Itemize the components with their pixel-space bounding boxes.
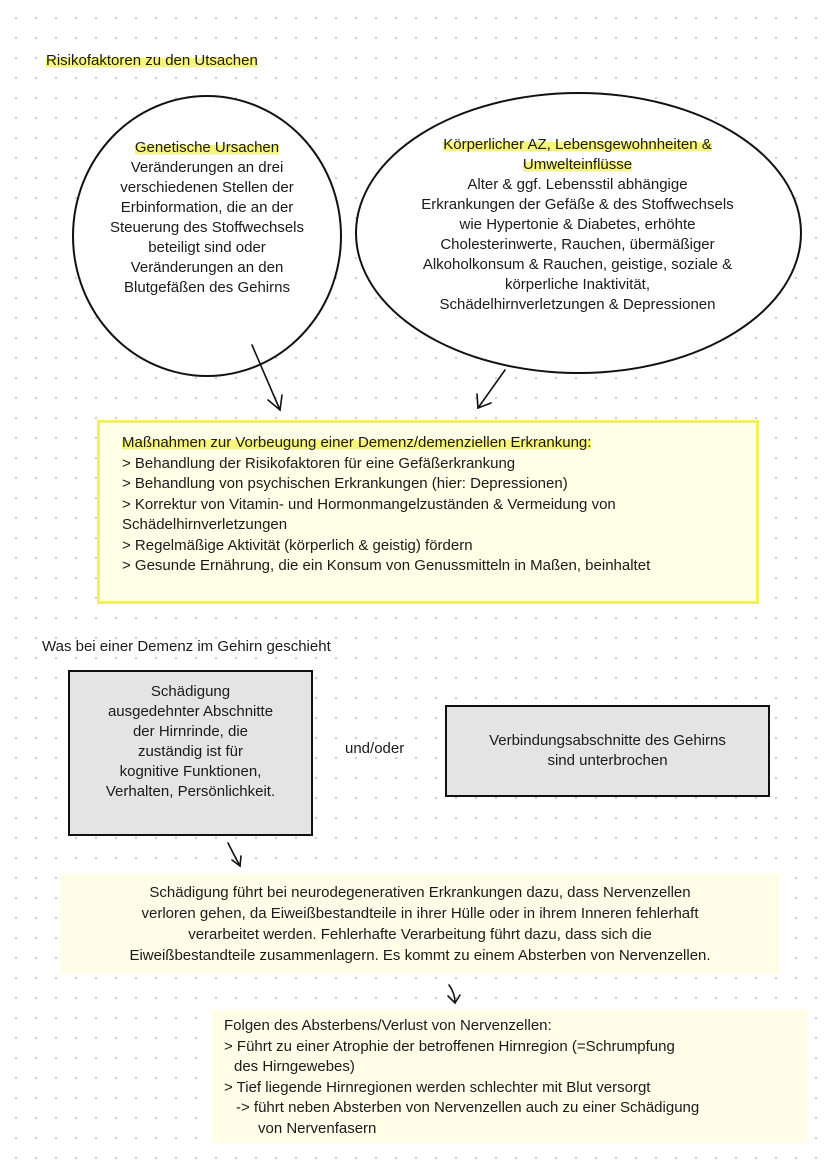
text-line: verarbeitet werden. Fehlerhafte Verarbeitung führt dazu, dass sich die <box>188 926 652 943</box>
list-item: des Hirngewebes) <box>234 1058 355 1075</box>
text-line: beteiligt sind oder <box>148 239 266 256</box>
text-line: Schädigung <box>150 683 231 700</box>
list-item: > Führt zu einer Atrophie der betroffenen Hirnregion (=Schrumpfung <box>224 1037 675 1055</box>
list-item: > Korrektur von Vitamin- und Hormonmangelzuständen & Vermeidung von <box>122 495 616 513</box>
explanation-box <box>60 874 780 974</box>
list-item: > Gesunde Ernährung, die ein Konsum von Genussmitteln in Maßen, beinhaltet <box>122 557 651 574</box>
cortex-damage-box <box>68 670 313 836</box>
text-line: Schädelhirnverletzungen & Depressionen <box>439 296 716 313</box>
text-line: Cholesterinwerte, Rauchen, übermäßiger <box>440 236 715 253</box>
text-line: Alkoholkonsum & Rauchen, geistige, soziale & <box>422 256 733 273</box>
text-line: Alter & ggf. Lebensstil abhängige <box>467 176 688 193</box>
text-line: Verhalten, Persönlichkeit. <box>105 783 276 800</box>
list-item: > Behandlung von psychischen Erkrankungen (hier: Depressionen) <box>122 475 568 492</box>
text-line: Veränderungen an drei <box>130 159 284 176</box>
section-title-risk-factors: Risikofaktoren zu den Utsachen <box>46 52 258 69</box>
lifestyle-heading: Körperlicher AZ, Lebensgewohnheiten & <box>443 136 712 153</box>
text-line: Erbinformation, die an der <box>120 199 294 216</box>
prevention-heading: Maßnahmen zur Vorbeugung einer Demenz/demenziellen Erkrankung: <box>122 434 592 451</box>
text-line: verloren gehen, da Eiweißbestandteile in ihrer Hülle oder in ihrem Inneren fehlerhaft <box>141 905 699 922</box>
text-line: körperliche Inaktivität, <box>504 276 651 293</box>
text-line: Schädigung führt bei neurodegenerativen Erkrankungen dazu, dass Nervenzellen <box>149 884 691 901</box>
arrow-icon <box>252 345 282 410</box>
text-line: Eiweißbestandteile zusammenlagern. Es kommt zu einem Absterben von Nervenzellen. <box>129 947 711 964</box>
text-line: sind unterbrochen <box>547 752 668 769</box>
text-line: zuständig ist für <box>137 743 244 760</box>
arrow-icon <box>228 843 241 866</box>
list-item: > Tief liegende Hirnregionen werden schlechter mit Blut versorgt <box>224 1078 651 1096</box>
arrow-icon <box>477 370 505 408</box>
text-line: Blutgefäßen des Gehirns <box>124 279 290 296</box>
genetic-heading: Genetische Ursachen <box>134 139 280 156</box>
list-item: -> führt neben Absterben von Nervenzellen auch zu einer Schädigung <box>236 1099 700 1116</box>
text-line: ausgedehnter Abschnitte <box>107 703 274 720</box>
text-line: der Hirnrinde, die <box>132 723 249 740</box>
section-title-brain: Was bei einer Demenz im Gehirn geschieht <box>42 638 331 655</box>
prevention-box <box>97 420 759 604</box>
connection-interrupted-box <box>445 705 770 797</box>
text-line: wie Hypertonie & Diabetes, erhöhte <box>459 216 696 233</box>
text-line: kognitive Funktionen, <box>119 763 262 780</box>
lifestyle-heading: Umwelteinflüsse <box>522 156 633 173</box>
text-line: Verbindungsabschnitte des Gehirns <box>489 732 726 749</box>
and-or-label: und/oder <box>345 740 405 757</box>
text-line: Erkrankungen der Gefäße & des Stoffwechsels <box>421 196 734 213</box>
arrow-icon <box>448 985 460 1003</box>
list-item: von Nervenfasern <box>258 1119 377 1137</box>
list-item: > Behandlung der Risikofaktoren für eine Gefäßerkrankung <box>122 454 516 472</box>
consequences-box <box>212 1010 808 1143</box>
consequences-heading: Folgen des Absterbens/Verlust von Nervenzellen: <box>224 1017 552 1034</box>
text-line: Steuerung des Stoffwechsels <box>109 219 304 236</box>
list-item: Schädelhirnverletzungen <box>122 516 288 533</box>
list-item: > Regelmäßige Aktivität (körperlich & geistig) fördern <box>122 536 473 554</box>
text-line: verschiedenen Stellen der <box>120 179 294 196</box>
text-line: Veränderungen an den <box>130 259 284 276</box>
